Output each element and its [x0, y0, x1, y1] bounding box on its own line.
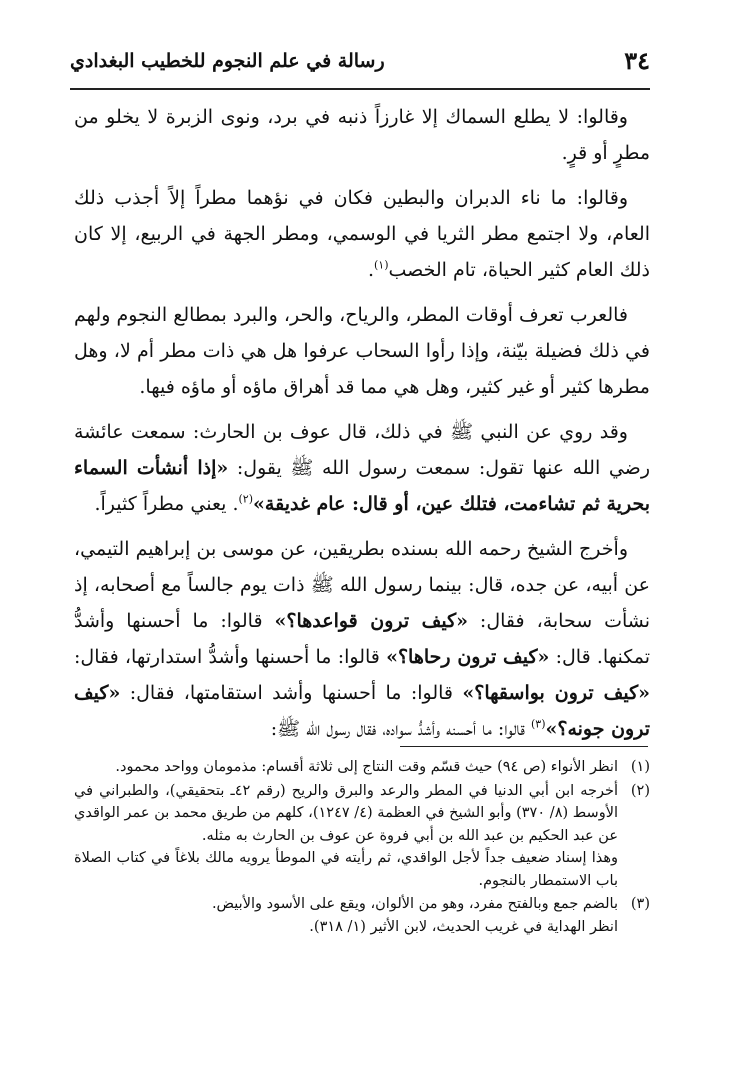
footnote-ref-3[interactable]: (٣) [530, 717, 546, 731]
paragraph-5-intro: وأخرج الشيخ رحمه الله بسنده بطريقين، عن موسى بن إبراهيم التيمي، عن أبيه، عن جده، قال: بينما رسول الله ﷺ ذات يوم جالساً مع أصحابه، إذ نشأت سحابة، فقال: [74, 538, 650, 632]
paragraph-1-text: وقالوا: لا يطلع السماك إلا غارزاً ذنبه في برد، ونوى الزبرة لا يخلو من مطرٍ أو قرٍ. [74, 106, 650, 164]
header-rule [70, 88, 650, 90]
page-header [70, 44, 650, 84]
footnote-separator [400, 746, 648, 747]
footnote-number: (٣) [630, 896, 650, 912]
paragraph-3 [74, 297, 650, 405]
footnote-1 [74, 756, 650, 779]
paragraph-2-text: وقالوا: ما ناء الدبران والبطين فكان في نؤهما مطراً إلاً أجذب ذلك العام، ولا اجتمع مطر الثريا في الوسمي، ومطر الجهة في الربيع، إلا كان ذلك العام كثير الحياة، تام الخصب [74, 187, 650, 281]
quote-rahaha: «كيف ترون رحاها؟» [386, 646, 550, 668]
footnote-text: انظر الأنواء (ص ٩٤) حيث قسّم وقت النتاج إلى ثلاثة أقسام: مذمومان وواحد محمود. [115, 759, 618, 775]
paragraph-4 [74, 414, 650, 522]
footnote-text: بالضم جمع وبالفتح مفرد، وهو من الألوان، ويقع على الأسود والأبيض. [211, 896, 618, 912]
footnote-text: وهذا إسناد ضعيف جداً لأجل الواقدي، ثم رأيته في الموطأ يرويه مالك بلاغاً في كتاب الصلاة باب الاستمطار بالنجوم. [74, 850, 618, 889]
footnote-text: انظر الهداية في غريب الحديث، لابن الأثير (١/ ٣١٨). [309, 918, 618, 935]
paragraph-2-end: . [367, 259, 374, 281]
footnote-3 [74, 893, 650, 938]
footnote-2 [74, 780, 650, 893]
footnote-number: (١) [630, 759, 650, 775]
quote-bawasiqha: «كيف ترون بواسقها؟» [462, 682, 650, 704]
paragraph-5-reply-3: قالوا: ما أحسنها وأشد استقامتها، فقال: [120, 682, 463, 704]
paragraph-4-end: . يعني مطراً كثيراً. [94, 493, 239, 515]
paragraph-5-reply-1: قالوا: ما أحسنها وأشدُّ تمكنها. قال: [74, 610, 650, 668]
footnote-text: أخرجه ابن أبي الدنيا في المطر والرعد والبرق والريح (رقم ٤٢ـ بتحقيقي)، والطبراني في الأوسط (٨/ ٣٧٠) وأبو الشيخ في العظمة (٤/ ١٢٤٧)، كلهم من طريق محمد بن عمر الواقدي عن عبد الحكيم بن عبد الله بن أبي فروة عن عوف بن الحارث به مثله. [74, 782, 619, 844]
paragraph-2 [74, 180, 650, 288]
quote-jawnihi: «كيف ترون جونه؟» [74, 682, 650, 740]
paragraph-1 [74, 99, 650, 171]
main-text [74, 99, 650, 756]
footnote-ref-2[interactable]: (٢) [238, 492, 254, 506]
page-number: ٣٤ [624, 46, 650, 75]
footnote-ref-1[interactable]: (١) [373, 258, 389, 272]
quote-qawaid: «كيف ترون قواعدها؟» [274, 610, 468, 632]
hadith-quote: «إذا أنشأت السماء بحرية ثم تشاءمت، فتلك عين، أو قال: عام غديقة» [74, 457, 650, 515]
footnotes [74, 756, 650, 939]
running-title: رسالة في علم النجوم للخطيب البغدادي [70, 50, 385, 72]
paragraph-5-end: قالوا: ما أحسنه وأشدُّ سواده، فقال رسول الله ﷺ: [270, 718, 531, 740]
paragraph-5-reply-2: قالوا: ما أحسنها وأشدُّ استدارتها، فقال: [74, 646, 387, 668]
paragraph-3-text: فالعرب تعرف أوقات المطر، والرياح، والحر، والبرد بمطالع النجوم ولهم في ذلك فضيلة بيّنة، وإذا رأوا السحاب عرفوا هل هي ذات مطر أم لا، وهل مطرها كثير أو غير كثير، وهل هي مما قد أهراق ماؤه أو ماؤه فيها. [74, 304, 650, 398]
footnote-number: (٢) [630, 782, 650, 799]
paragraph-5 [74, 531, 650, 747]
paragraph-4-intro: وقد روي عن النبي ﷺ في ذلك، قال عوف بن الحارث: سمعت عائشة رضي الله عنها تقول: سمعت رسول الله ﷺ يقول: [74, 421, 650, 479]
